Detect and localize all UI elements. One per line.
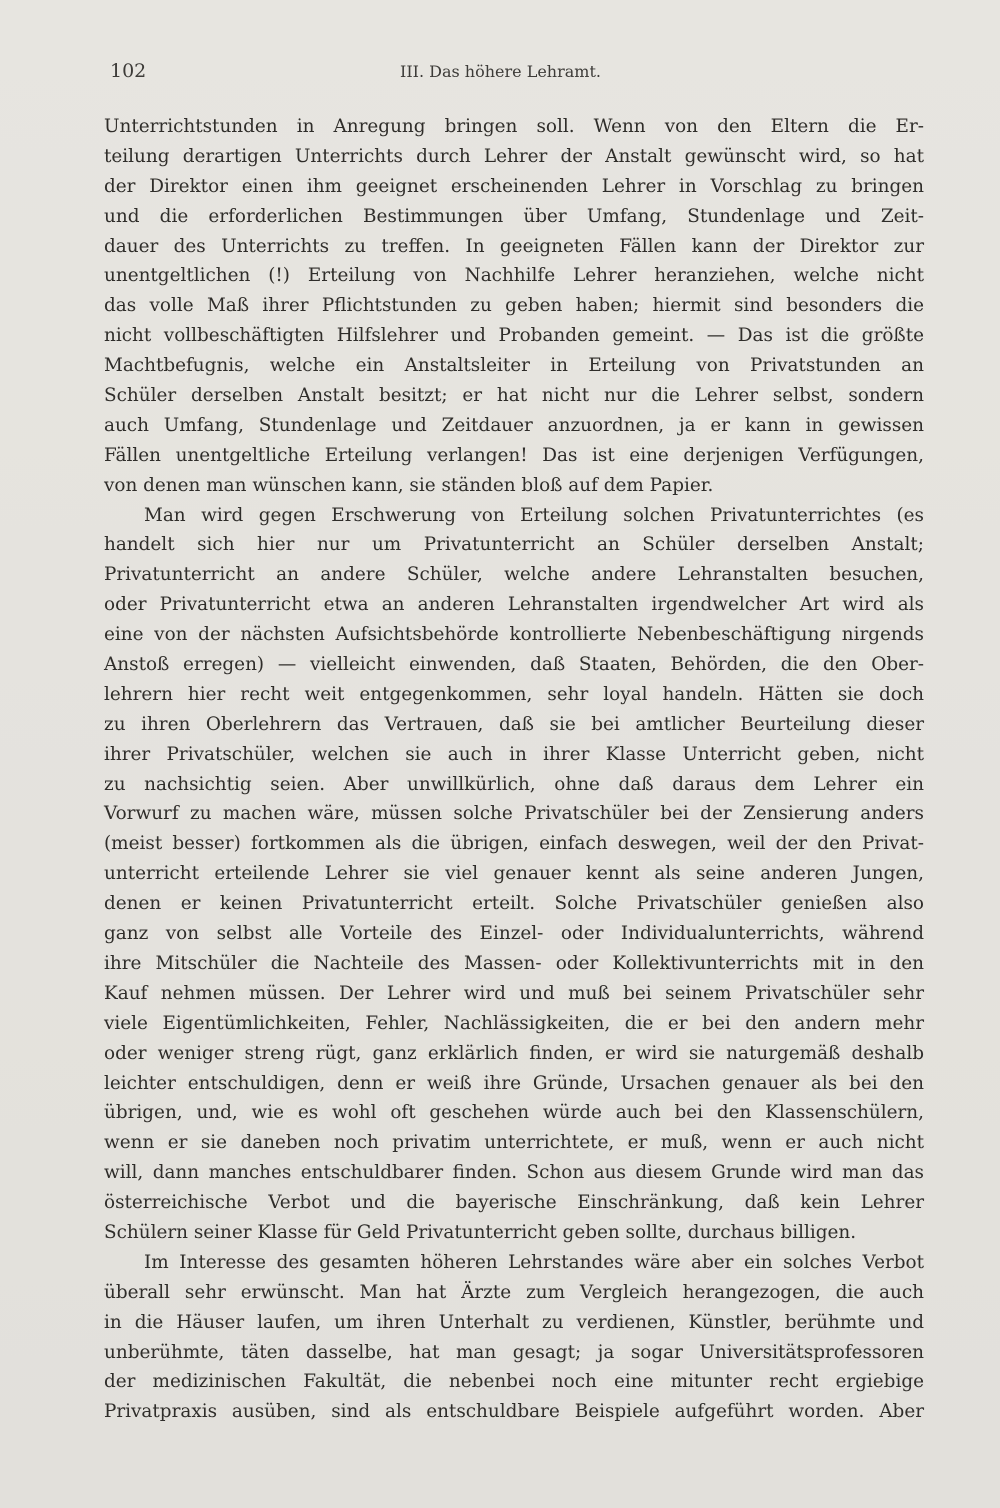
text-line: ganz von selbst alle Vorteile des Einzel- oder Individualunterrichts, während (104, 923, 924, 945)
text-line: auch Umfang, Stundenlage und Zeitdauer anzuordnen, ja er kann in gewissen (104, 414, 924, 436)
paragraph-start-line: Im Interesse des gesamten höheren Lehrstandes wäre aber ein solches Verbot (144, 1251, 924, 1273)
text-line: Machtbefugnis, welche ein Anstaltsleiter in Erteilung von Privatstunden an (104, 355, 924, 377)
text-line: von denen man wünschen kann, sie ständen bloß auf dem Papier. (104, 474, 714, 496)
text-line: wenn er sie daneben noch privatim unterrichtete, er muß, wenn er auch nicht (104, 1132, 924, 1154)
text-line: denen er keinen Privatunterricht erteilt. Solche Privatschüler genießen also (104, 893, 924, 915)
text-line: das volle Maß ihrer Pflichtstunden zu geben haben; hiermit sind besonders die (104, 295, 924, 317)
body-text (104, 112, 924, 1427)
text-line: Unterrichtstunden in Anregung bringen soll. Wenn von den Eltern die Er- (104, 116, 924, 137)
text-line: zu nachsichtig seien. Aber unwillkürlich, ohne daß daraus dem Lehrer ein (104, 773, 924, 795)
text-line: Vorwurf zu machen wäre, müssen solche Privatschüler bei der Zensierung anders (104, 803, 924, 825)
text-line: überall sehr erwünscht. Man hat Ärzte zum Vergleich herangezogen, die auch (104, 1281, 924, 1303)
text-line: oder weniger streng rügt, ganz erklärlich finden, er wird sie naturgemäß deshalb (104, 1042, 924, 1064)
text-line: ihrer Privatschüler, welchen sie auch in ihrer Klasse Unterricht geben, nicht (104, 743, 924, 765)
text-line: zu ihren Oberlehrern das Vertrauen, daß sie bei amtlicher Beurteilung dieser (104, 713, 924, 735)
page-header (110, 60, 930, 90)
text-line: Schülern seiner Klasse für Geld Privatunterricht geben sollte, durchaus billigen. (104, 1221, 857, 1243)
text-line: viele Eigentümlichkeiten, Fehler, Nachlässigkeiten, die er bei den andern mehr (104, 1012, 924, 1034)
text-line: der medizinischen Fakultät, die nebenbei noch eine mitunter recht ergiebige (104, 1371, 924, 1393)
text-line: dauer des Unterrichts zu treffen. In geeigneten Fällen kann der Direktor zur (104, 235, 924, 257)
text-line: Kauf nehmen müssen. Der Lehrer wird und muß bei seinem Privatschüler sehr (104, 982, 924, 1004)
text-line: österreichische Verbot und die bayerische Einschränkung, daß kein Lehrer (104, 1192, 924, 1214)
text-line: und die erforderlichen Bestimmungen über Umfang, Stundenlage und Zeit- (104, 205, 924, 227)
text-line: handelt sich hier nur um Privatunterricht an Schüler derselben Anstalt; (104, 534, 924, 556)
text-line: unentgeltlichen (!) Erteilung von Nachhilfe Lehrer heranziehen, welche nicht (104, 265, 924, 287)
text-line: Schüler derselben Anstalt besitzt; er hat nicht nur die Lehrer selbst, sondern (104, 385, 924, 407)
text-line: unterricht erteilende Lehrer sie viel genauer kennt als seine anderen Jungen, (104, 863, 924, 885)
text-line: ihre Mitschüler die Nachteile des Massen- oder Kollektivunterrichts mit in den (104, 952, 924, 974)
running-head: III. Das höhere Lehramt. (400, 62, 601, 81)
text-line: leichter entschuldigen, denn er weiß ihre Gründe, Ursachen genauer als bei den (104, 1072, 924, 1094)
page-number: 102 (110, 60, 147, 82)
text-line: Anstoß erregen) — vielleicht einwenden, daß Staaten, Behörden, die den Ober- (104, 654, 924, 676)
text-line: übrigen, und, wie es wohl oft geschehen würde auch bei den Klassenschülern, (104, 1102, 924, 1124)
text-line: eine von der nächsten Aufsichtsbehörde kontrollierte Nebenbeschäftigung nirgends (104, 624, 924, 646)
text-line: unberühmte, täten dasselbe, hat man gesagt; ja sogar Universitätsprofessoren (104, 1341, 924, 1363)
text-line: Privatpraxis ausüben, sind als entschuldbare Beispiele aufgeführt worden. Aber (104, 1401, 924, 1423)
paragraph-start-line: Man wird gegen Erschwerung von Erteilung solchen Privatunterrichtes (es (144, 504, 924, 526)
text-line: in die Häuser laufen, um ihren Unterhalt zu verdienen, Künstler, berühmte und (104, 1311, 924, 1333)
text-line: teilung derartigen Unterrichts durch Lehrer der Anstalt gewünscht wird, so hat (104, 145, 924, 167)
text-line: will, dann manches entschuldbarer finden. Schon aus diesem Grunde wird man das (104, 1162, 924, 1184)
text-line: lehrern hier recht weit entgegenkommen, sehr loyal handeln. Hätten sie doch (104, 683, 924, 705)
text-line: oder Privatunterricht etwa an anderen Lehranstalten irgendwelcher Art wird als (104, 594, 924, 616)
text-line: (meist besser) fortkommen als die übrigen, einfach deswegen, weil der den Privat- (104, 833, 924, 855)
text-line: nicht vollbeschäftigten Hilfslehrer und Probanden gemeint. — Das ist die größte (104, 325, 924, 347)
text-line: Privatunterricht an andere Schüler, welche andere Lehranstalten besuchen, (104, 564, 924, 586)
text-line: Fällen unentgeltliche Erteilung verlangen! Das ist eine derjenigen Verfügungen, (104, 444, 924, 466)
text-line: der Direktor einen ihm geeignet erscheinenden Lehrer in Vorschlag zu bringen (104, 175, 924, 197)
